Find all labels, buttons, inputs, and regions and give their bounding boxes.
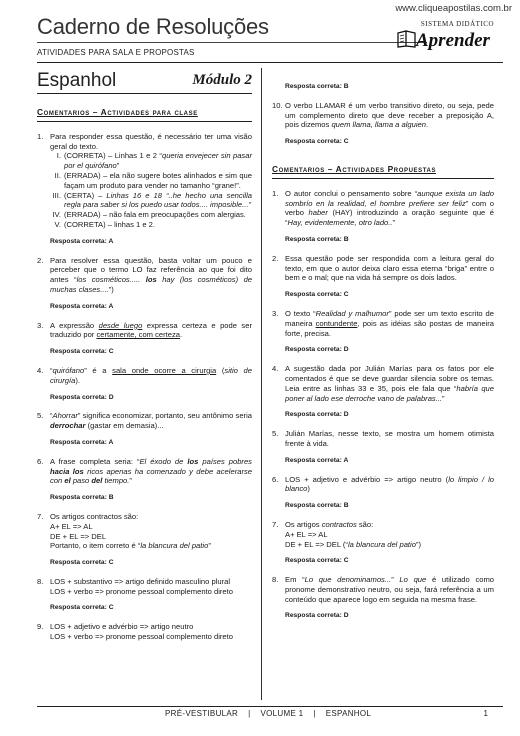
footer-subject: ESPANHOL (325, 709, 372, 718)
question-number: 2. (272, 253, 279, 263)
footer-volume: VOLUME 1 (260, 709, 304, 718)
answer-label: Resposta correta: A (50, 237, 114, 245)
answer-label: Resposta correta: C (285, 557, 349, 565)
footer-separator: | (313, 709, 316, 718)
question-number: 4. (37, 365, 44, 375)
question-number: 2. (37, 255, 44, 265)
question-1 (37, 132, 252, 230)
question-5 (272, 429, 494, 449)
list-item (50, 210, 252, 220)
question-4 (37, 366, 252, 386)
footer-course: PRÉ-VESTIBULAR (165, 709, 239, 718)
answer-label: Resposta correta: C (50, 348, 114, 356)
question-2 (272, 254, 494, 283)
question-number: 6. (272, 474, 279, 484)
module-label: Módulo 2 (192, 72, 252, 88)
answer-label: Resposta correta: C (50, 604, 114, 612)
question-8 (272, 575, 494, 604)
question-text: LOS + adjetivo e advérbio => artigo neutro (lo limpio / lo blanco) (285, 474, 494, 494)
question-number: 1. (37, 131, 44, 141)
question-text: A frase completa seria: “El éxodo de los países pobres hacia los ricos apenas ha comenzado y debe acelerarse con el paso del tiempo.” (50, 456, 252, 486)
item-text: (CERTA) – (64, 190, 107, 200)
left-column (37, 100, 252, 646)
question-text: Em “Lo que denominamos...” Lo que é utilizado como pronome demonstrativo neutro, ou seja, fará referência a um conteúdo que aparece logo em seguida na mesma frase. (285, 575, 495, 604)
question-number: 8. (37, 576, 44, 586)
question-6 (272, 475, 494, 495)
question-number: 5. (272, 429, 279, 439)
question-text: Julián Marías, nesse texto, se mostra um homem otimista frente à vida. (285, 429, 494, 448)
list-item (50, 191, 252, 211)
subject-header (37, 70, 252, 92)
item-quote: Linhas 16 e 18 “..he hecho una sencilla regla para saber si los puedo usar todos.... imposible...” (64, 190, 252, 210)
column-divider (261, 68, 262, 700)
item-text: ” (116, 161, 120, 171)
header-bottom-rule (37, 62, 503, 63)
item-text: (CORRETA) – Linhas 1 e 2 “ (64, 151, 162, 161)
answer-label: Resposta correta: A (50, 438, 114, 446)
item-text: (ERRADA) – não fala em preocupações com alergias. (64, 210, 246, 220)
question-text: “Ahorrar” significa economizar, portanto, seu antônimo seria derrochar (gastar em demasia)... (50, 411, 252, 431)
answer-label: Resposta correta: B (50, 494, 114, 502)
question-number: 7. (37, 511, 44, 521)
brand-tagline: SISTEMA DIDÁTICO (420, 20, 494, 28)
question-8 (37, 577, 252, 597)
question-10 (272, 101, 494, 130)
question-7 (37, 512, 252, 551)
answer-label: Resposta correta: A (285, 456, 349, 464)
question-number: 5. (37, 411, 44, 421)
question-1 (272, 189, 494, 228)
question-3 (37, 321, 252, 341)
answer-label: Resposta correta: D (285, 612, 349, 620)
answer-label: Resposta correta: B (285, 83, 349, 90)
footer-divider (37, 706, 503, 707)
question-number: 9. (37, 622, 44, 632)
list-item (50, 220, 252, 230)
right-column (272, 72, 494, 630)
header-divider (37, 42, 427, 43)
answer-label: Resposta correta: B (285, 235, 349, 243)
answer-label: Resposta correta: D (50, 393, 114, 401)
page-number: 1 (483, 709, 488, 718)
question-text: O verbo LLAMAR é um verbo transitivo direto, ou seja, pede um complemento direto que deve receber a preposição A, pois dizemos quem llama, llama a alguien. (285, 100, 494, 130)
page-subtitle: ATIVIDADES PARA SALA E PROPOSTAS (37, 48, 195, 57)
question-number: 10. (272, 100, 283, 110)
item-text: (ERRADA) – ela não sugere botes alinhados e sim que façam um produto para vender no tamanho “grane!”. (64, 170, 252, 190)
section-title-class-activities: Comentarios – Actividades para clase (37, 108, 252, 122)
question-6 (37, 457, 252, 486)
list-item (50, 171, 252, 191)
answer-label: Resposta correta: D (285, 346, 349, 354)
question-text: LOS + adjetivo e advérbio => artigo neutro LOS + verbo => pronome pessoal complemento direto (50, 622, 233, 642)
question-text: Os artigos contractos são: A+ EL => AL DE + EL => DEL (“la blancura del patio”) (285, 519, 422, 549)
answer-label: Resposta correta: C (50, 559, 114, 567)
question-number: 7. (272, 519, 279, 529)
question-text: Para responder essa questão, é necessário ter uma visão geral do texto. (50, 131, 252, 151)
site-url[interactable]: www.cliqueapostilas.com.br (395, 3, 512, 14)
list-item (50, 151, 252, 171)
item-number: II. (54, 170, 61, 180)
answer-label: Resposta correta: D (285, 411, 349, 419)
question-number: 6. (37, 456, 44, 466)
question-number: 4. (272, 364, 279, 374)
question-text: O autor conclui o pensamento sobre “aunque exista un lado sombrío en la realidad, el hombre prefiere ser feliz” com o verbo haber (HAY) introduzindo a oração seguinte que é “Hay, evidentemente, otro lado..” (285, 188, 494, 228)
question-number: 3. (37, 320, 44, 330)
page-title: Caderno de Resoluções (37, 14, 269, 39)
item-text: (CORRETA) – linhas 1 e 2. (64, 219, 156, 229)
subject-name: Espanhol (37, 70, 117, 91)
item-number: V. (54, 219, 61, 229)
question-text: Essa questão pode ser respondida com a leitura geral do texto, em que o autor deixa claro essa eterna “briga” entre o bem e o mal; que na vida há sempre os dois lados. (285, 253, 494, 283)
question-text: A sugestão dada por Julián Marías para os fatos por ele comentados é que se deve guardar silencia sobre os temas. Leia entre as linhas 33 e 35, pois ele fala que “habría que poner al lado ese derroche vano de palabras...” (285, 364, 495, 403)
question-9 (37, 622, 252, 642)
item-number: I. (56, 151, 61, 161)
brand-name: Aprender (416, 30, 490, 51)
question-3 (272, 309, 494, 338)
brand-logo (396, 20, 494, 54)
item-number: IV. (52, 210, 61, 220)
subject-divider (37, 93, 252, 94)
question-7 (272, 520, 494, 549)
answer-label: Resposta correta: A (50, 302, 114, 310)
section-title-proposed-activities: Comentarios – Actividades Propuestas (272, 165, 494, 179)
footer-separator: | (248, 709, 251, 718)
question-text: Para resolver essa questão, basta voltar um pouco e perceber que o termo LO faz referência ao que foi dito antes “los cosméticos..... los hay (los cosméticos) de muchas clases....”) (50, 255, 253, 294)
item-quote: queria envejecer sin pasar por el quirófano (64, 151, 252, 171)
question-2 (37, 256, 252, 295)
answer-label: Resposta correta: B (285, 502, 349, 510)
book-icon (396, 29, 418, 49)
question-text: “quirófano” é a sala onde ocorre a cirurgia (sitio de cirurgía). (50, 365, 253, 385)
question-5 (37, 411, 252, 431)
question-text: A expressão desde luego expressa certeza e pode ser traduzido por certamente, com certeza. (50, 320, 252, 340)
answer-label: Resposta correta: C (285, 138, 349, 146)
question-text: O texto “Realidad y malhumor” pode ser um texto escrito de maneira contundente, pois as idéias são postas de maneira forte, precisa. (285, 308, 494, 338)
question-4 (272, 364, 494, 403)
question-text: Os artigos contractos são: A+ EL => AL DE + EL => DEL Portanto, o item correto é “la blancura del patio” (50, 511, 211, 551)
item-number: III. (52, 190, 61, 200)
question-number: 1. (272, 188, 279, 198)
footer (165, 709, 371, 718)
answer-label: Resposta correta: C (285, 291, 349, 299)
question-number: 3. (272, 308, 279, 318)
question-text: LOS + substantivo => artigo definido masculino plural LOS + verbo => pronome pessoal complemento direto (50, 576, 233, 596)
question-number: 8. (272, 575, 279, 585)
